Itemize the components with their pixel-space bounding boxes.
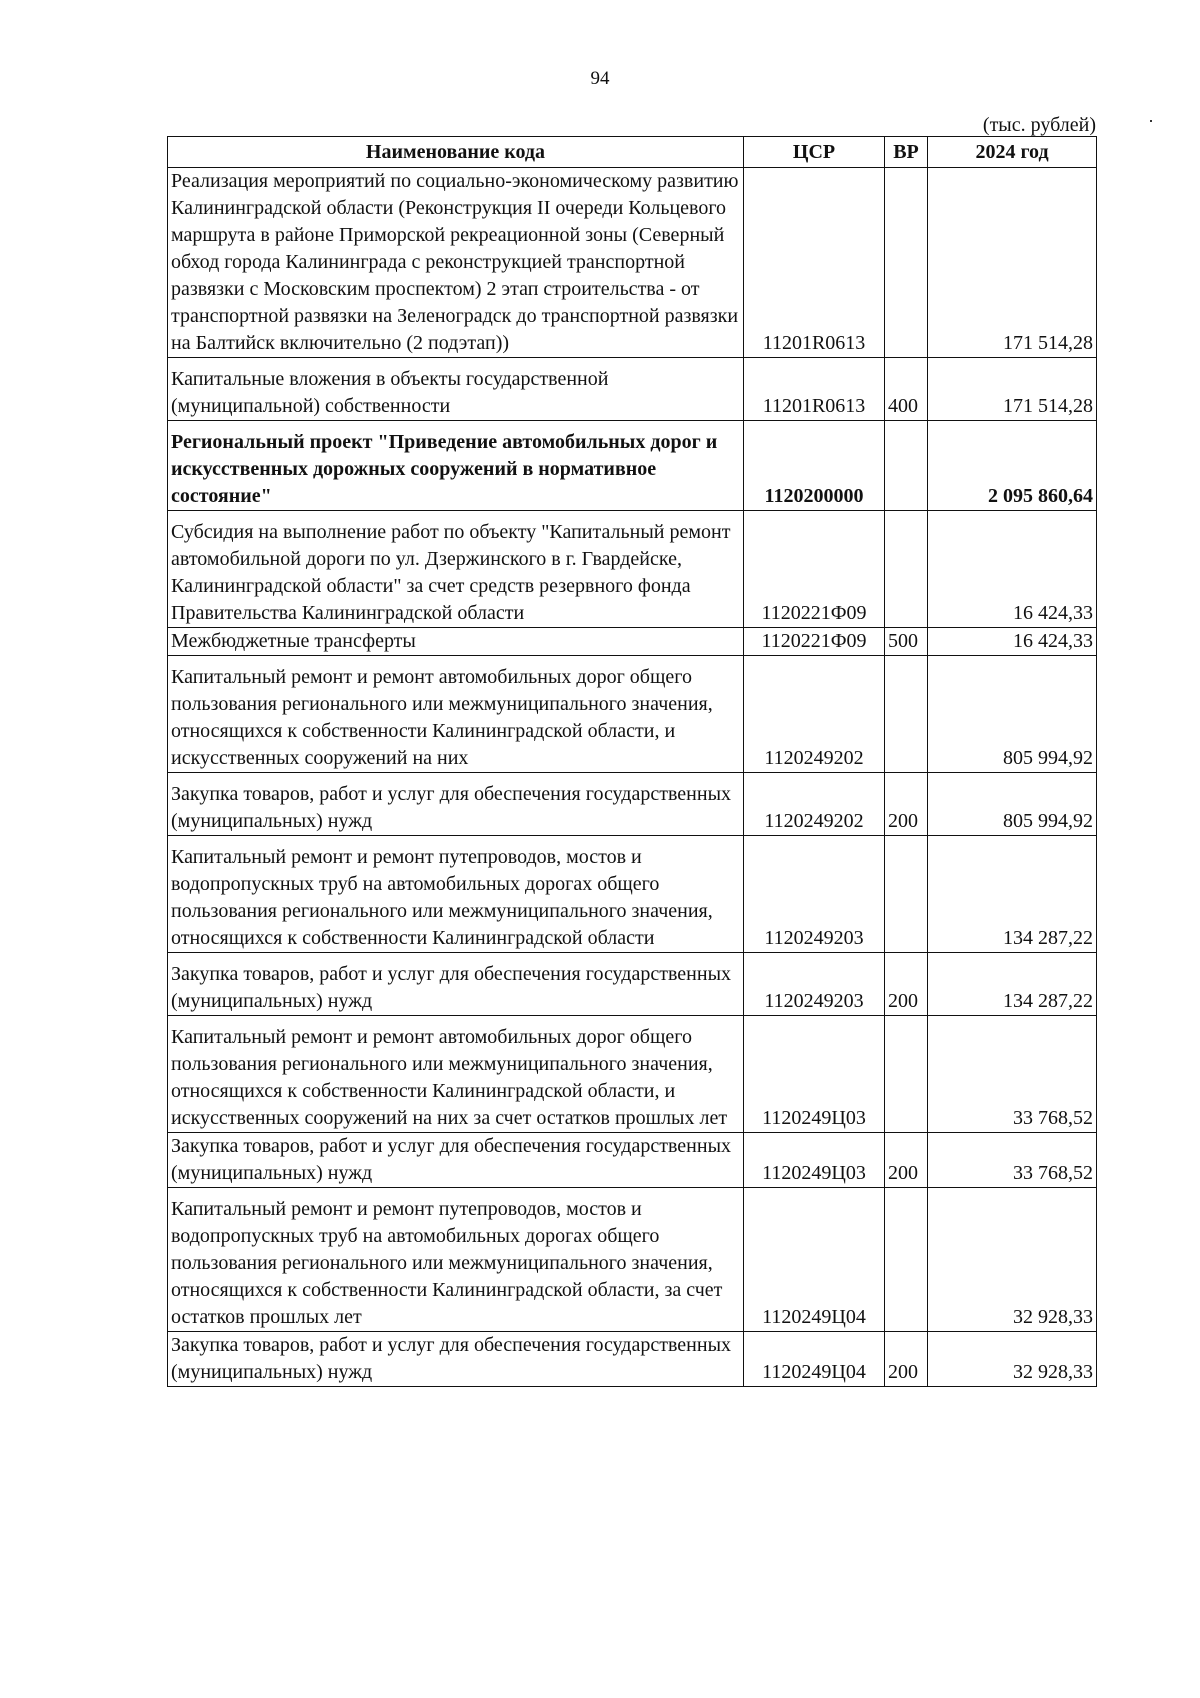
cell-sum: 16 424,33 (928, 628, 1097, 656)
cell-sum: 32 928,33 (928, 1188, 1097, 1332)
cell-sum: 16 424,33 (928, 511, 1097, 628)
table-row (168, 628, 1097, 656)
cell-name: Региональный проект "Приведение автомобильных дорог и искусственных дорожных сооружений в нормативное состояние" (168, 421, 744, 511)
header-name: Наименование кода (168, 137, 744, 168)
cell-csr: 11201R0613 (744, 358, 885, 421)
table-row (168, 836, 1097, 953)
budget-table (167, 136, 1097, 1387)
cell-sum: 171 514,28 (928, 358, 1097, 421)
cell-sum: 805 994,92 (928, 656, 1097, 773)
cell-vr: 200 (885, 773, 928, 836)
header-vr: ВР (885, 137, 928, 168)
cell-vr (885, 656, 928, 773)
cell-sum: 2 095 860,64 (928, 421, 1097, 511)
cell-name: Реализация мероприятий по социально-экономическому развитию Калининградской области (Реконструкция II очереди Кольцевого маршрута в районе Приморской рекреационной зоны (Северный обход города Калининграда с реконструкцией транспортной развязки с Московским проспектом) 2 этап строительства - от транспортной развязки на Зеленоградск до транспортной развязки на Балтийск включительно (2 подэтап)) (168, 168, 744, 358)
table-row (168, 1016, 1097, 1133)
cell-name: Капитальный ремонт и ремонт автомобильных дорог общего пользования регионального или межмуниципального значения, относящихся к собственности Калининградской области, и искусственных сооружений на них за счет остатков прошлых лет (168, 1016, 744, 1133)
cell-sum: 805 994,92 (928, 773, 1097, 836)
cell-vr: 200 (885, 1133, 928, 1188)
header-csr: ЦСР (744, 137, 885, 168)
cell-name: Капитальный ремонт и ремонт автомобильных дорог общего пользования регионального или межмуниципального значения, относящихся к собственности Калининградской области, и искусственных сооружений на них (168, 656, 744, 773)
table-row (168, 656, 1097, 773)
cell-csr: 1120249Ц03 (744, 1133, 885, 1188)
cell-name: Закупка товаров, работ и услуг для обеспечения государственных (муниципальных) нужд (168, 1332, 744, 1387)
cell-vr: 400 (885, 358, 928, 421)
units-label: (тыс. рублей) (982, 114, 1096, 136)
cell-sum: 33 768,52 (928, 1133, 1097, 1188)
cell-name: Закупка товаров, работ и услуг для обеспечения государственных (муниципальных) нужд (168, 773, 744, 836)
cell-csr: 1120249203 (744, 836, 885, 953)
table-row (168, 773, 1097, 836)
cell-csr: 1120249203 (744, 953, 885, 1016)
cell-vr (885, 168, 928, 358)
cell-sum: 134 287,22 (928, 953, 1097, 1016)
cell-vr (885, 511, 928, 628)
table-header-row (168, 137, 1097, 168)
cell-name: Субсидия на выполнение работ по объекту "Капитальный ремонт автомобильной дороги по ул. Дзержинского в г. Гвардейске, Калининградской области" за счет средств резервного фонда Правительства Калининградской области (168, 511, 744, 628)
scan-speck (1150, 120, 1152, 122)
cell-vr: 200 (885, 953, 928, 1016)
table-row (168, 1133, 1097, 1188)
cell-name: Закупка товаров, работ и услуг для обеспечения государственных (муниципальных) нужд (168, 1133, 744, 1188)
cell-csr: 1120249Ц04 (744, 1188, 885, 1332)
table-row (168, 1188, 1097, 1332)
cell-csr: 1120249202 (744, 773, 885, 836)
cell-vr (885, 1188, 928, 1332)
table-row (168, 168, 1097, 358)
cell-csr: 1120200000 (744, 421, 885, 511)
cell-sum: 32 928,33 (928, 1332, 1097, 1387)
cell-csr: 1120249Ц04 (744, 1332, 885, 1387)
cell-csr: 1120249Ц03 (744, 1016, 885, 1133)
cell-vr: 200 (885, 1332, 928, 1387)
cell-sum: 171 514,28 (928, 168, 1097, 358)
table-row (168, 358, 1097, 421)
header-year: 2024 год (928, 137, 1097, 168)
cell-name: Закупка товаров, работ и услуг для обеспечения государственных (муниципальных) нужд (168, 953, 744, 1016)
cell-vr (885, 1016, 928, 1133)
table-row (168, 1332, 1097, 1387)
cell-name: Капитальные вложения в объекты государственной (муниципальной) собственности (168, 358, 744, 421)
table-row (168, 953, 1097, 1016)
table-row (168, 421, 1097, 511)
cell-csr: 1120221Ф09 (744, 628, 885, 656)
cell-vr: 500 (885, 628, 928, 656)
cell-csr: 1120249202 (744, 656, 885, 773)
cell-csr: 11201R0613 (744, 168, 885, 358)
cell-csr: 1120221Ф09 (744, 511, 885, 628)
cell-name: Межбюджетные трансферты (168, 628, 744, 656)
table-row (168, 511, 1097, 628)
cell-name: Капитальный ремонт и ремонт путепроводов, мостов и водопропускных труб на автомобильных дорогах общего пользования регионального или межмуниципального значения, относящихся к собственности Калининградской области (168, 836, 744, 953)
cell-name: Капитальный ремонт и ремонт путепроводов, мостов и водопропускных труб на автомобильных дорогах общего пользования регионального или межмуниципального значения, относящихся к собственности Калининградской области, за счет остатков прошлых лет (168, 1188, 744, 1332)
cell-sum: 134 287,22 (928, 836, 1097, 953)
cell-sum: 33 768,52 (928, 1016, 1097, 1133)
cell-vr (885, 836, 928, 953)
page-number: 94 (590, 68, 610, 89)
cell-vr (885, 421, 928, 511)
